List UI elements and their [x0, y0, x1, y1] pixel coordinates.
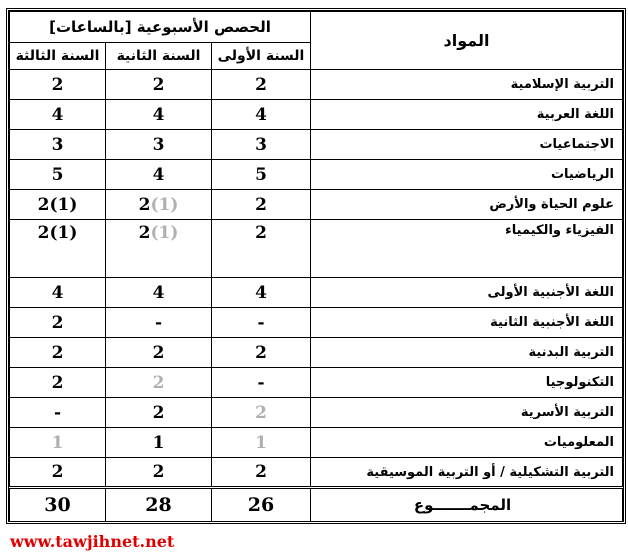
year2-value: 2 [138, 223, 151, 243]
table-row [10, 428, 623, 458]
year3-cell: 5 [10, 160, 106, 190]
subject-cell: التربية التشكيلية / أو التربية الموسيقية [311, 458, 623, 488]
site-url: www.tawjihnet.net [10, 532, 175, 551]
table-row [10, 220, 623, 278]
year1-cell: 2 [212, 70, 311, 100]
year1-cell: - [212, 368, 311, 398]
year3-cell: 2(1) [10, 190, 106, 220]
year1-header: السنة الأولى [212, 43, 311, 70]
subject-cell: الفيزياء والكيمياء [311, 220, 623, 278]
year2-cell [106, 220, 212, 278]
subject-cell: التربية الأسرية [311, 398, 623, 428]
subject-cell: اللغة الأجنبية الأولى [311, 278, 623, 308]
year1-cell: 2 [212, 338, 311, 368]
table-row [10, 100, 623, 130]
year2-cell: 4 [106, 278, 212, 308]
table-row [10, 368, 623, 398]
table-row [10, 398, 623, 428]
year1-cell: 4 [212, 278, 311, 308]
table-row [10, 160, 623, 190]
year3-cell: 4 [10, 100, 106, 130]
total-year3: 30 [10, 488, 106, 522]
year2-header: السنة الثانية [106, 43, 212, 70]
year2-cell: 4 [106, 100, 212, 130]
year2-value: 2 [138, 194, 151, 215]
year1-cell: - [212, 308, 311, 338]
subject-cell: التربية الإسلامية [311, 70, 623, 100]
year2-cell: 2 [106, 70, 212, 100]
year1-cell: 1 [212, 428, 311, 458]
year3-cell: 2 [10, 308, 106, 338]
subject-cell: المعلوميات [311, 428, 623, 458]
table-row [10, 190, 623, 220]
year3-cell: 2 [10, 368, 106, 398]
total-year2: 28 [106, 488, 212, 522]
year2-cell: 2 [106, 398, 212, 428]
year2-cell: 1 [106, 428, 212, 458]
subject-cell: علوم الحياة والأرض [311, 190, 623, 220]
year2-optional-value: (1) [150, 194, 179, 215]
year1-cell: 5 [212, 160, 311, 190]
year2-cell [106, 190, 212, 220]
year1-cell: 4 [212, 100, 311, 130]
year2-cell: 2 [106, 338, 212, 368]
table-row [10, 338, 623, 368]
year1-cell: 2 [212, 398, 311, 428]
year3-cell: 3 [10, 130, 106, 160]
year2-cell: - [106, 308, 212, 338]
year3-cell: 1 [10, 428, 106, 458]
subjects-header: المواد [311, 12, 623, 70]
year2-cell: 2 [106, 458, 212, 488]
subject-cell: الاجتماعيات [311, 130, 623, 160]
total-year1: 26 [212, 488, 311, 522]
total-row [10, 488, 623, 522]
year2-cell: 2 [106, 368, 212, 398]
year2-optional-value: (1) [150, 223, 179, 243]
year1-cell: 3 [212, 130, 311, 160]
total-label: المجمـــــــوع [311, 488, 623, 522]
year1-cell: 2 [212, 190, 311, 220]
year3-cell: 4 [10, 278, 106, 308]
table-row [10, 278, 623, 308]
subject-cell: التربية البدنية [311, 338, 623, 368]
year3-header: السنة الثالثة [10, 43, 106, 70]
year1-cell: 2 [212, 458, 311, 488]
subject-cell: اللغة الأجنبية الثانية [311, 308, 623, 338]
year3-cell: 2 [10, 70, 106, 100]
table-row [10, 130, 623, 160]
weekly-periods-table [6, 8, 626, 524]
year3-cell: - [10, 398, 106, 428]
year3-cell: 2(1) [10, 220, 106, 278]
table-row [10, 308, 623, 338]
subject-cell: اللغة العربية [311, 100, 623, 130]
year1-cell: 2 [212, 220, 311, 278]
table-row [10, 70, 623, 100]
table-row [10, 458, 623, 488]
year2-cell: 3 [106, 130, 212, 160]
subject-cell: التكنولوجيا [311, 368, 623, 398]
subject-cell: الرياضيات [311, 160, 623, 190]
year3-cell: 2 [10, 458, 106, 488]
year2-cell: 4 [106, 160, 212, 190]
year3-cell: 2 [10, 338, 106, 368]
weekly-periods-header: الحصص الأسبوعية [بالساعات] [10, 12, 311, 43]
